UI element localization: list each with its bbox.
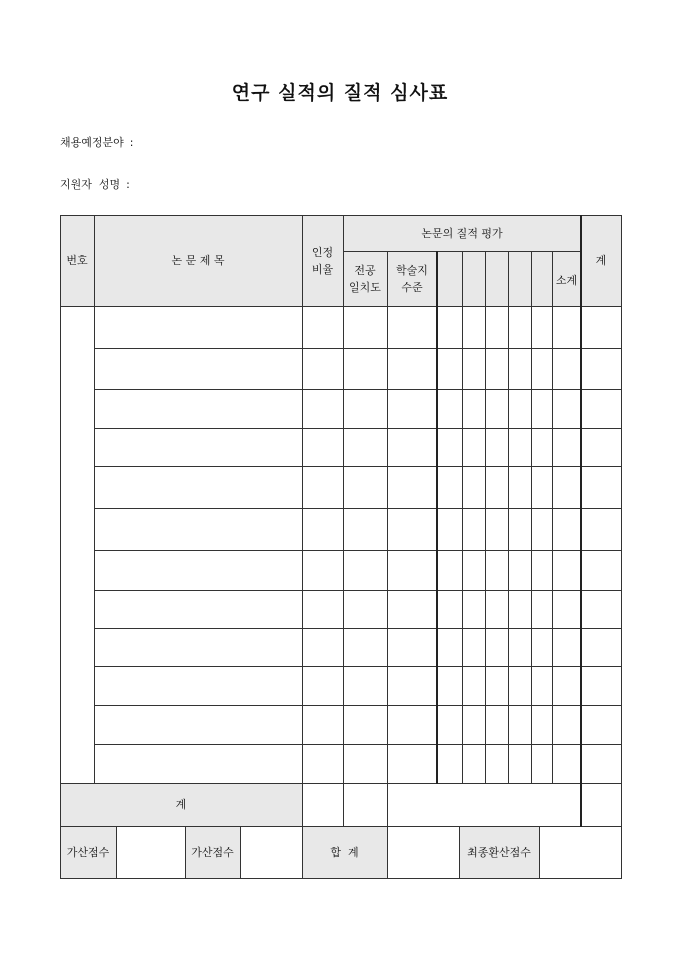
page-title: 연구 실적의 질적 심사표 <box>231 82 449 104</box>
footer-bonus1-label: 가산점수 <box>66 845 110 859</box>
footer-divider <box>240 826 241 879</box>
row-line <box>94 466 622 467</box>
table-right-border <box>621 215 622 879</box>
table-bottom-border <box>60 878 622 879</box>
row-line <box>94 550 622 551</box>
row-line <box>94 389 622 390</box>
footer-bonus2-label: 가산점수 <box>191 845 234 859</box>
col-major-line <box>387 251 388 879</box>
row-line <box>94 428 622 429</box>
col-eval-line <box>508 251 509 784</box>
row-line <box>94 705 622 706</box>
footer-sum-label: 합 계 <box>330 845 359 859</box>
table-top-border <box>60 215 622 216</box>
footer-divider <box>459 826 460 879</box>
field-colon: : <box>129 136 134 149</box>
header-total: 계 <box>595 254 607 267</box>
row-line <box>60 783 622 784</box>
header-academic-level: 학술지 수준 <box>396 263 428 294</box>
header-major-relevance: 전공 일치도 <box>349 263 381 294</box>
row-line <box>94 348 622 349</box>
col-eval-line <box>552 251 553 784</box>
col-eval-line <box>462 251 463 784</box>
name-label: 지원자 성명 <box>60 178 121 191</box>
header-recognition-ratio: 인정 비율 <box>311 245 334 276</box>
header-subtotal: 소계 <box>555 274 578 287</box>
col-eval-line <box>531 251 532 784</box>
col-title-line <box>302 215 303 879</box>
total-row-bottom <box>60 826 622 827</box>
col-eval-line <box>485 251 486 784</box>
table-left-border <box>60 215 61 879</box>
applicant-name <box>60 176 130 192</box>
field-label: 채용예정분야 <box>60 136 124 149</box>
name-colon: : <box>126 178 130 191</box>
footer-divider <box>116 826 117 879</box>
header-paper-title: 논 문 제 목 <box>171 254 225 267</box>
header-bottom-border <box>60 306 622 307</box>
footer-divider <box>185 826 186 879</box>
field-of-employment <box>60 134 133 150</box>
total-row-label: 계 <box>175 798 187 811</box>
header-quality-eval: 논문의 질적 평가 <box>421 226 503 240</box>
col-ratio-line <box>343 215 344 827</box>
row-line <box>94 666 622 667</box>
accent-line <box>580 215 582 827</box>
row-line <box>94 508 622 509</box>
row-line <box>94 628 622 629</box>
row-line <box>94 744 622 745</box>
header-number: 번호 <box>66 254 88 267</box>
accent-line <box>436 251 438 784</box>
footer-divider <box>539 826 540 879</box>
row-line <box>94 590 622 591</box>
footer-final-label: 최종환산점수 <box>467 845 531 859</box>
col-number-line <box>94 215 95 784</box>
